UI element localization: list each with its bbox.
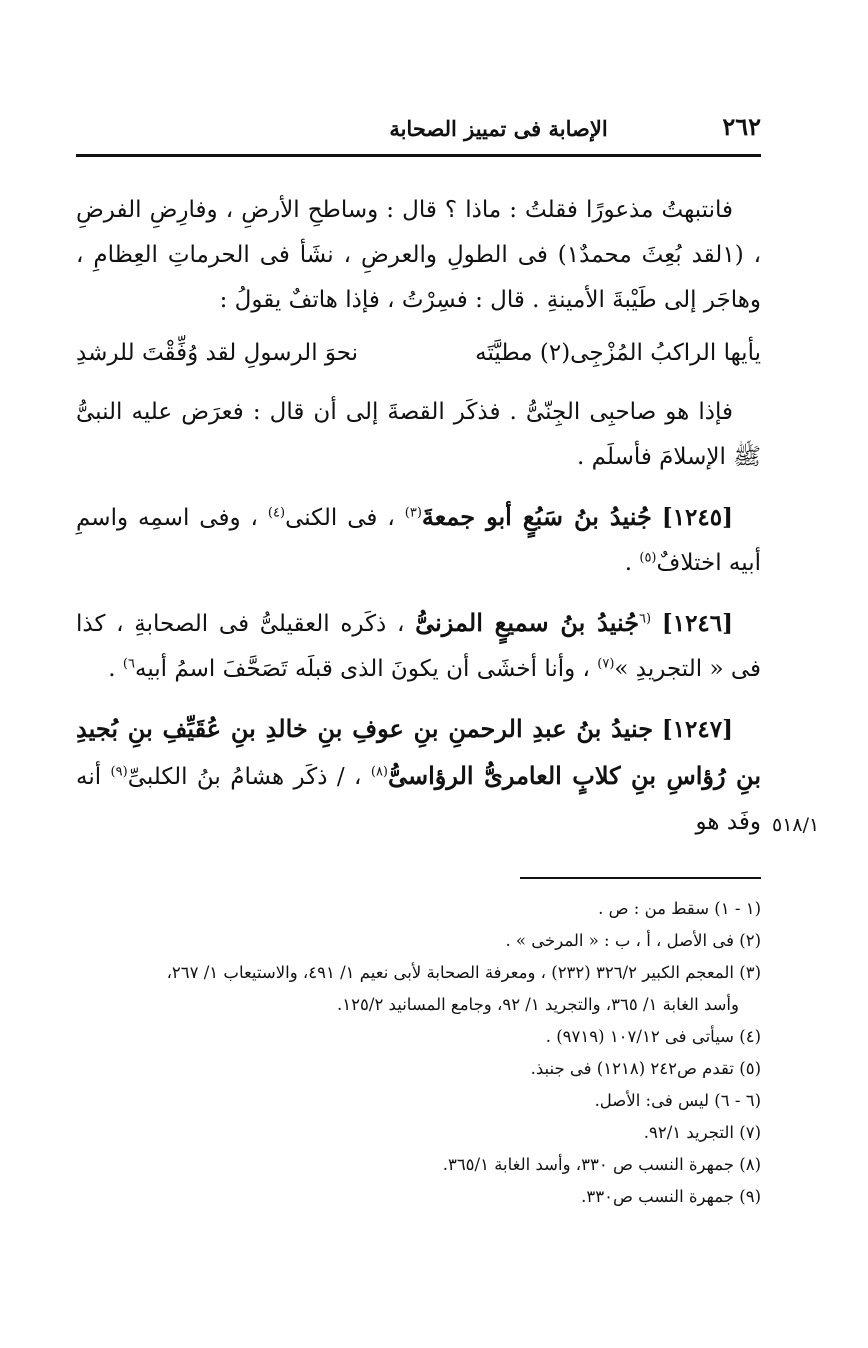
main-text bbox=[76, 188, 761, 845]
entry-1246 bbox=[76, 600, 761, 692]
footnote-ref: (٧) bbox=[597, 656, 615, 672]
page-number: ٢٦٢ bbox=[722, 112, 761, 141]
footnote-ref: (٤) bbox=[267, 505, 286, 521]
entry-text: ، ذكَره العقيلىُّ فى الصحابةِ ، كذا فى « التجريدِ » bbox=[76, 611, 761, 682]
footnote: (١ - ١) سقط من : ص . bbox=[598, 899, 761, 918]
entry-number: [١٢٤٦] bbox=[661, 610, 734, 637]
footnote-rule bbox=[520, 877, 761, 879]
paragraph-story: فانتبهتُ مذعورًا فقلتُ : ماذا ؟ قال : وساطحِ الأرضِ ، وفارِضِ الفرضِ ، (١لقد بُعِثَ محمدٌ١) فى الطولِ والعرضِ ، نشَأ فى الحرماتِ العِظامِ ، وهاجَر إلى طَيْبةَ الأمينةِ . قال : فسِرْتُ ، فإذا هاتفٌ يقولُ : bbox=[76, 197, 761, 313]
entry-text: ، فى الكنى bbox=[285, 505, 395, 531]
paragraph-story-end: فإذا هو صاحبِى الجِنّىُّ . فذكَر القصةَ إلى أن قال : فعرَض عليه النبىُّ ﷺ الإسلامَ فأسلَم . bbox=[76, 399, 761, 470]
entry-text: ، وفى اسمِه واسمِ أبيه اختلافٌ bbox=[76, 505, 761, 576]
entry-end: . bbox=[624, 550, 633, 576]
page-header bbox=[76, 112, 761, 148]
footnote-ref: (٨) bbox=[370, 764, 388, 780]
running-title: الإصابة فى تمييز الصحابة bbox=[389, 116, 608, 141]
footnote: (٣) المعجم الكبير ٣٢٦/٢ (٢٣٢) ، ومعرفة الصحابة لأبى نعيم ١/ ٤٩١، والاستيعاب ١/ ٢٦٧، bbox=[166, 963, 761, 982]
header-rule bbox=[76, 154, 761, 157]
entry-text: ، / ذكَر هشامُ بنُ الكلبىِّ bbox=[127, 764, 362, 790]
verse-second-hemistich: نحوَ الرسولِ لقد وُفِّقْتَ للرشدِ bbox=[76, 340, 359, 366]
footnote-ref: (٩) bbox=[110, 764, 128, 780]
entry-1247 bbox=[76, 706, 761, 845]
footnotes bbox=[76, 893, 761, 1213]
footnote-continuation: وأسد الغابة ١/ ٣٦٥، والتجريد ١/ ٩٢، وجامع المسانيد ١٢٥/٢. bbox=[337, 995, 739, 1014]
footnote-ref: ٦) bbox=[122, 656, 135, 672]
footnote: (٨) جمهرة النسب ص ٣٣٠، وأسد الغابة ٣٦٥/١. bbox=[442, 1155, 761, 1174]
entry-number: [١٢٤٧] bbox=[661, 716, 734, 743]
footnote: (٩) جمهرة النسب ص٣٣٠. bbox=[581, 1187, 761, 1206]
entry-text: ، وأنا أخشَى أن يكونَ الذى قبلَه تَصَحَّفَ اسمُ أبيه bbox=[134, 656, 590, 682]
entry-number: [١٢٤٥] bbox=[661, 504, 734, 531]
entry-end: . bbox=[108, 656, 116, 682]
footnote-ref: (٥) bbox=[639, 550, 657, 566]
footnote: (٧) التجريد ٩٢/١. bbox=[643, 1123, 761, 1142]
entry-1245 bbox=[76, 494, 761, 586]
entry-name: جُنيدُ بنُ سَبُعٍ أبو جمعةَ bbox=[421, 502, 652, 531]
entry-text: أنه وفَد هو bbox=[76, 764, 761, 835]
margin-reference: ٥١٨/١ bbox=[772, 814, 820, 836]
footnote: (٤) سيأتى فى ١٠٧/١٢ (٩٧١٩) . bbox=[545, 1027, 761, 1046]
entry-name: جُنيدُ بنُ سميعٍ المزنىُّ bbox=[415, 608, 640, 637]
verse-line bbox=[76, 331, 761, 376]
footnote-ref: (٦ bbox=[639, 611, 652, 627]
verse-first-hemistich: يأيها الراكبُ المُزْجِى(٢) مطيَّتَه bbox=[475, 340, 761, 366]
entry-name: جنيدُ بنُ عبدِ الرحمنِ بنِ عوفِ بنِ خالدِ بنِ عُقَيِّفِ بنِ بُجيدِ بنِ رُؤاسِ بنِ كلابٍ العامرىُّ الرؤاسىُّ bbox=[76, 714, 762, 790]
footnote: (٥) تقدم ص٢٤٢ (١٢١٨) فى جنبذ. bbox=[530, 1059, 761, 1078]
footnote: (٢) فى الأصل ، أ ، ب : « المرخى » . bbox=[505, 931, 761, 950]
footnote-ref: (٣) bbox=[404, 505, 422, 521]
footnote: (٦ - ٦) ليس فى: الأصل. bbox=[594, 1091, 761, 1110]
